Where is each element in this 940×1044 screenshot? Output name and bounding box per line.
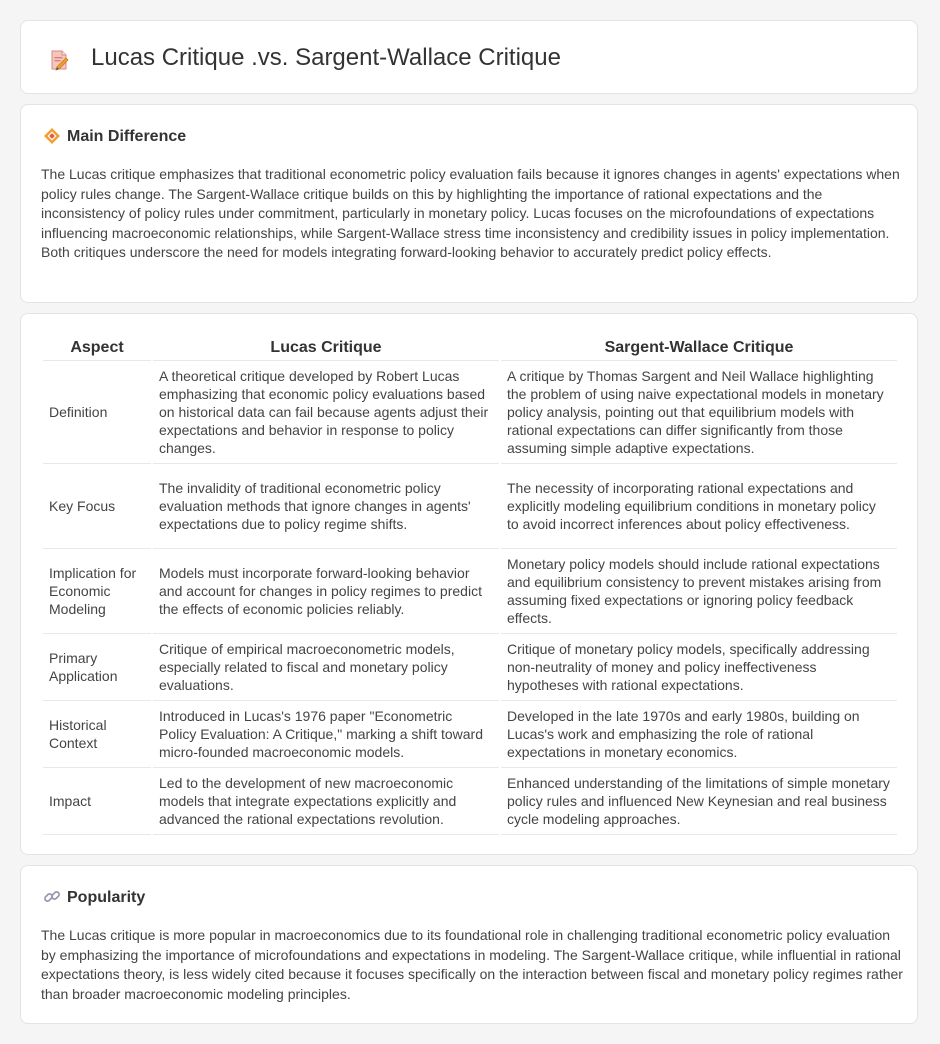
table-row [43,361,897,464]
table-row [43,768,897,835]
row-lucas: The invalidity of traditional econometric policy evaluation methods that ignore changes in agents' expectations due to policy regime shifts. [153,464,499,549]
main-difference-text: The Lucas critique emphasizes that traditional econometric policy evaluation fails because it ignores changes in agents' expectations when policy rules change. The Sargent-Wallace critique builds on this by highlighting the importance of rational expectations and the inconsistency of policy rules under commitment, particularly in monetary policy. Lucas focuses on the microfoundations of expectations influencing macroeconomic relationships, while Sargent-Wallace stress time inconsistency and credibility issues in policy implementation. Both critiques underscore the need for models integrating forward-looking behavior to accurately predict policy effects. [41,166,900,260]
row-sargent-wallace: Critique of monetary policy models, specifically addressing non-neutrality of money and policy ineffectiveness hypotheses with rational expectations. [501,634,897,701]
table-row [43,549,897,634]
row-lucas: Critique of empirical macroeconometric models, especially related to fiscal and monetary policy evaluations. [153,634,499,701]
row-lucas: Led to the development of new macroeconomic models that integrate expectations explicitly and advanced the rational expectations revolution. [153,768,499,835]
row-sargent-wallace: Developed in the late 1970s and early 1980s, building on Lucas's work and emphasizing the role of rational expectations in monetary economics. [501,701,897,768]
row-aspect: Key Focus [43,464,151,549]
row-aspect: Historical Context [43,701,151,768]
page-title: Lucas Critique .vs. Sargent-Wallace Critique [91,44,561,71]
comparison-card [20,313,918,855]
row-sargent-wallace: The necessity of incorporating rational expectations and explicitly modeling equilibrium conditions in monetary policy to avoid incorrect inferences about policy effectiveness. [501,464,897,549]
row-aspect: Primary Application [43,634,151,701]
main-difference-heading: Main Difference [67,128,187,145]
link-icon [43,888,61,906]
document-edit-icon [47,48,71,72]
table-row [43,464,897,549]
table-row [43,701,897,768]
comparison-table [41,334,899,835]
popularity-text: The Lucas critique is more popular in macroeconomics due to its foundational role in challenging traditional econometric policy evaluation by emphasizing the importance of microfoundations and expectations in modeling. The Sargent-Wallace critique, while influential in rational expectations theory, is less widely cited because it focuses specifically on the interaction between fiscal and monetary policy regimes rather than broader macroeconomic modeling principles. [41,927,903,1002]
popularity-heading: Popularity [67,889,146,906]
row-sargent-wallace: A critique by Thomas Sargent and Neil Wallace highlighting the problem of using naive expectational models in monetary policy analysis, pointing out that equilibrium models with rational expectations can differ significantly from those assuming simple adaptive expectations. [501,361,897,464]
row-sargent-wallace: Enhanced understanding of the limitations of simple monetary policy rules and influenced New Keynesian and real business cycle modeling approaches. [501,768,897,835]
row-lucas: A theoretical critique developed by Robert Lucas emphasizing that economic policy evaluations based on historical data can fail because agents adjust their expectations and behavior in response to policy changes. [153,361,499,464]
header-lucas: Lucas Critique [153,334,499,361]
popularity-card [20,865,918,1024]
row-aspect: Definition [43,361,151,464]
header-sargent-wallace: Sargent-Wallace Critique [501,334,897,361]
row-lucas: Introduced in Lucas's 1976 paper "Econometric Policy Evaluation: A Critique," marking a shift toward micro-founded macroeconomic models. [153,701,499,768]
diamond-icon [43,127,61,145]
main-difference-card [20,104,918,303]
row-aspect: Implication for Economic Modeling [43,549,151,634]
header-aspect: Aspect [43,334,151,361]
table-header-row [43,334,897,361]
row-aspect: Impact [43,768,151,835]
table-row [43,634,897,701]
row-sargent-wallace: Monetary policy models should include rational expectations and equilibrium consistency to prevent mistakes arising from assuming fixed expectations or ignoring policy feedback effects. [501,549,897,634]
row-lucas: Models must incorporate forward-looking behavior and account for changes in policy regimes to predict the effects of economic policies reliably. [153,549,499,634]
header-card [20,20,918,94]
